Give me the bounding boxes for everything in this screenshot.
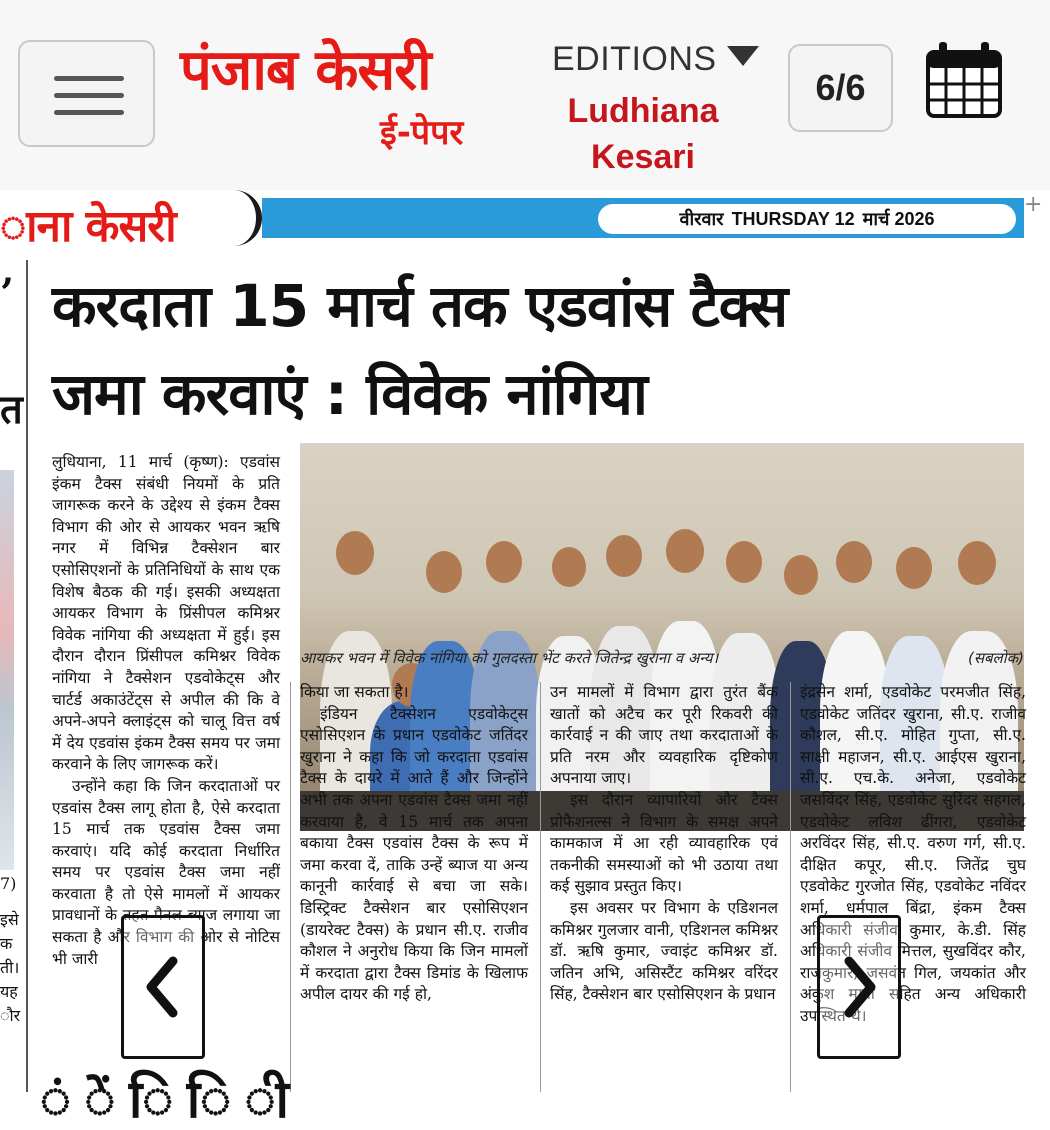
fragment-line: 7)	[0, 874, 17, 893]
fragment-line: ती।	[0, 958, 20, 977]
date-month: मार्च 2026	[862, 209, 935, 229]
article-paragraph: इंद्रसेन शर्मा, एडवोकेट परमजीत सिंह, एडवोकेट जतिंदर खुराना, सी.ए. राजीव कौशल, सी.ए. मोहित गुप्ता, सी.ए. साक्षी महाजन, सी.ए. आईएस खुराना, सी.ए. एच.के. अनेजा, एडवोकेट जसविंदर सिंह, एडवोकेट सुरिंदर सहगल, एडवोकेट लविश ढींगरा, एडवोकेट अरविंदर सिंह, सी.ए. वरुण गर्ग, सी.ए. दीक्षित कपूर, सी.ए. जितेंद्र चुघ एडवोकेट गुरजोत सिंह, एडवोकेट नविंदर शर्मा, धर्मपाल बिंद्रा, इंकम टैक्स अधिकारी संजीव कुमार, के.डी. सिंह अधिकारी संजीव मित्तल, सुखविंदर कौर, राजकुमार, जसवंत गिल, जयकांत और अंकुश मग्गो सहित अन्य अधिकारी उपस्थित थे।	[800, 683, 1026, 1025]
fragment-letter: त	[0, 386, 23, 433]
app-logo[interactable]	[180, 30, 510, 160]
headline-line-2: जमा करवाएं : विवेक नांगिया	[52, 360, 647, 428]
article-paragraph: उन्होंने कहा कि जिन करदाताओं पर एडवांस टैक्स लागू होता है, ऐसे करदाता 15 मार्च तक एडवांस टैक्स जमा करवाएं। यदि कोई करदाता निर्धारित समय पर एडवांस टैक्स जमा नहीं करवाता है तो ऐसे मामलों में आयकर प्रावधानों के तहत पैनल ब्याज लगाया जा सकता है और विभाग की ओर से नोटिस भी जारी	[52, 776, 280, 968]
next-page-button[interactable]	[817, 915, 901, 1059]
article-paragraph: किया जा सकता है।	[300, 683, 409, 701]
headline-line-1: करदाता 15 मार्च तक एडवांस टैक्स	[52, 272, 788, 340]
fragment-line: क	[0, 934, 13, 953]
photo-caption	[300, 648, 1024, 668]
caret-down-icon	[727, 46, 759, 66]
current-edition-name[interactable]: Ludhiana Kesari	[567, 92, 719, 176]
article-column-2	[300, 682, 528, 1092]
date-hindi-day: वीरवार	[679, 209, 724, 229]
logo-main-text: पंजाब केसरी	[180, 38, 431, 103]
fragment-line: ौर	[0, 1006, 21, 1025]
article-paragraph: इंडियन टैक्सेशन एडवोकेट्स एसोसिएशन के प्रधान एडवोकेट जतिंदर खुराना ने कहा कि जो करदाता एडवांस टैक्स के दायरे में आते हैं और जिन्होंने अभी तक अपना एडवांस टैक्स जमा नहीं करवाया है, वे 15 मार्च तक अपना बकाया टैक्स एडवांस टैक्स के रूप में जमा करवा दें, ताकि उन्हें ब्याज या अन्य कानूनी कार्रवाई से बचा जा सके। डिस्ट्रिक्ट टैक्सेशन बार एसोसिएशन (डायरेक्ट टैक्स) के प्रधान सी.ए. राजीव कौशल ने अनुरोध किया कि जिन मामलों में करदाता द्वारा टैक्स डिमांड के खिलाफ अपील दायर की गई हो,	[300, 704, 528, 1004]
editions-label: EDITIONS	[552, 40, 717, 78]
page-date	[598, 204, 1016, 234]
article-paragraph: उन मामलों में विभाग द्वारा तुरंत बैंक खातों को अटैच कर पूरी रिकवरी की कार्रवाई न की जाए तथा करदाताओं के प्रति नरम और व्यवहारिक दृष्टिकोण अपनाया जाए।	[550, 683, 778, 788]
fragment-quote: ’	[0, 270, 14, 317]
column-divider	[290, 682, 291, 1092]
chevron-left-icon	[143, 955, 183, 1019]
photo-credit: (सबलोक)	[968, 649, 1024, 667]
page-counter[interactable]: 6/6	[788, 44, 893, 132]
menu-button[interactable]	[18, 40, 155, 147]
top-app-bar	[0, 0, 1050, 190]
next-headline-fragment: ं ें ि ि ी	[40, 1070, 289, 1130]
calendar-button[interactable]	[925, 40, 1003, 120]
page-masthead	[0, 190, 1050, 250]
article-paragraph: इस दौरान व्यापारियों और टैक्स प्रोफैशनल्स ने विभाग के समक्ष अपने कामकाज में आ रही व्यावहारिक एवं तकनीकी समस्याओं को भी उठाया तथा कई सुझाव प्रस्तुत किए।	[550, 790, 778, 896]
crop-mark: +	[1024, 192, 1043, 217]
article-paragraph: लुधियाना, 11 मार्च (कृष्ण): एडवांस इंकम टैक्स संबंधी नियमों के प्रति जागरूक करने के उद्देश्य से इंकम टैक्स विभाग की ओर से आयकर भवन ऋषि नगर में विभिन्न टैक्सेशन बार एसोसिएशनों के प्रतिनिधियों के साथ एक विशेष बैठक की गई। इसकी अध्यक्षता आयकर विभाग के प्रिंसीपल कमिश्नर विवेक नांगिया की अध्यक्षता में हुई। इस दौरान दौरान प्रिंसीपल कमिश्नर विवेक नांगिया ने टैक्सेशन एडवोकेट्स और चार्टर्ड अकाउंटेंट्स से अपील की कि वे अपने-अपने क्लाइंट्स को चालू वित्त वर्ष में देय एडवांस इंकम टैक्स समय पर जमा करवाने के लिए जागरूक करें।	[52, 453, 280, 774]
calendar-icon	[925, 40, 1003, 120]
column-divider	[790, 682, 791, 1092]
fragment-line: इसे	[0, 910, 19, 929]
fragment-line: यह	[0, 982, 18, 1001]
masthead-divider	[222, 190, 262, 246]
article-paragraph: इस अवसर पर विभाग के एडिशनल कमिश्नर गुलजार वानी, एडिशनल कमिश्नर डॉ. ऋषि कुमार, ज्वाइंट कमिश्नर डॉ. जतिन अभि, असिस्टैंट कमिश्नर वरिंदर सिंह, टैक्सेशन बार एसोसिएशन के प्रधान	[550, 898, 778, 1004]
chevron-right-icon	[839, 955, 879, 1019]
caption-text: आयकर भवन में विवेक नांगिया को गुलदस्ता भेंट करते जितेन्द्र खुराना व अन्य।	[300, 649, 719, 667]
article-headline	[52, 262, 1032, 438]
editions-dropdown[interactable]	[552, 40, 772, 79]
logo-sub-text: ई-पेपर	[380, 113, 464, 153]
column-divider	[540, 682, 541, 1092]
article-column-3	[550, 682, 778, 1092]
masthead-logo: ाना केसरी	[0, 201, 176, 252]
adjacent-article-fragment	[0, 260, 28, 1092]
fragment-photo	[0, 470, 14, 870]
date-english: THURSDAY 12	[731, 208, 855, 229]
previous-page-button[interactable]	[121, 915, 205, 1059]
